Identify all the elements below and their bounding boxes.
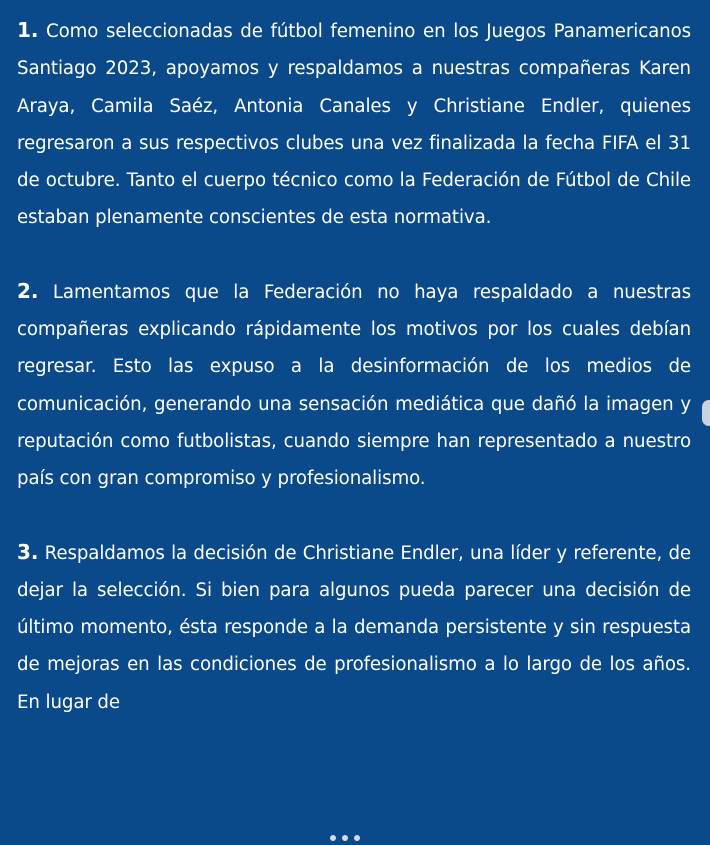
statement-body (17, 12, 691, 721)
page-dot (342, 835, 348, 841)
page-dot (330, 835, 336, 841)
paragraph-number: 1. (17, 18, 39, 42)
paragraph-number: 3. (17, 539, 39, 564)
paragraph-1 (17, 12, 691, 237)
paragraph-number: 2. (17, 278, 39, 303)
scroll-handle[interactable] (702, 400, 710, 426)
paragraph-3 (17, 534, 691, 721)
page-dot (354, 835, 360, 841)
paragraph-text: Como seleccionadas de fútbol femenino en los Juegos Panamericanos Santiago 2023, apoyamos y respaldamos a nuestras compañeras Karen Araya, Camila Saéz, Antonia Canales y Christiane Endler, quienes regresaron a sus respectivos clubes una vez finalizada la fecha FIFA el 31 de octubre. Tanto el cuerpo técnico como la Federación de Fútbol de Chile estaban plenamente conscientes de esta normativa. (17, 21, 691, 229)
paragraph-text: Respaldamos la decisión de Christiane Endler, una líder y referente, de dejar la selección. Si bien para algunos pueda parecer una decisión de último momento, ésta responde a la demanda persistente y sin respuesta de mejoras en las condiciones de profesionalismo a lo largo de los años. En lugar de (17, 542, 691, 713)
paragraph-text: Lamentamos que la Federación no haya respaldado a nuestras compañeras explicando rápidamente los motivos por los cuales debían regresar. Esto las expuso a la desinformación de los medios de comunicación, generando una sensación mediática que dañó la imagen y reputación como futbolistas, cuando siempre han representado a nuestro país con gran compromiso y profesionalismo. (17, 281, 691, 490)
page-indicator (330, 826, 378, 836)
paragraph-2 (17, 273, 691, 498)
